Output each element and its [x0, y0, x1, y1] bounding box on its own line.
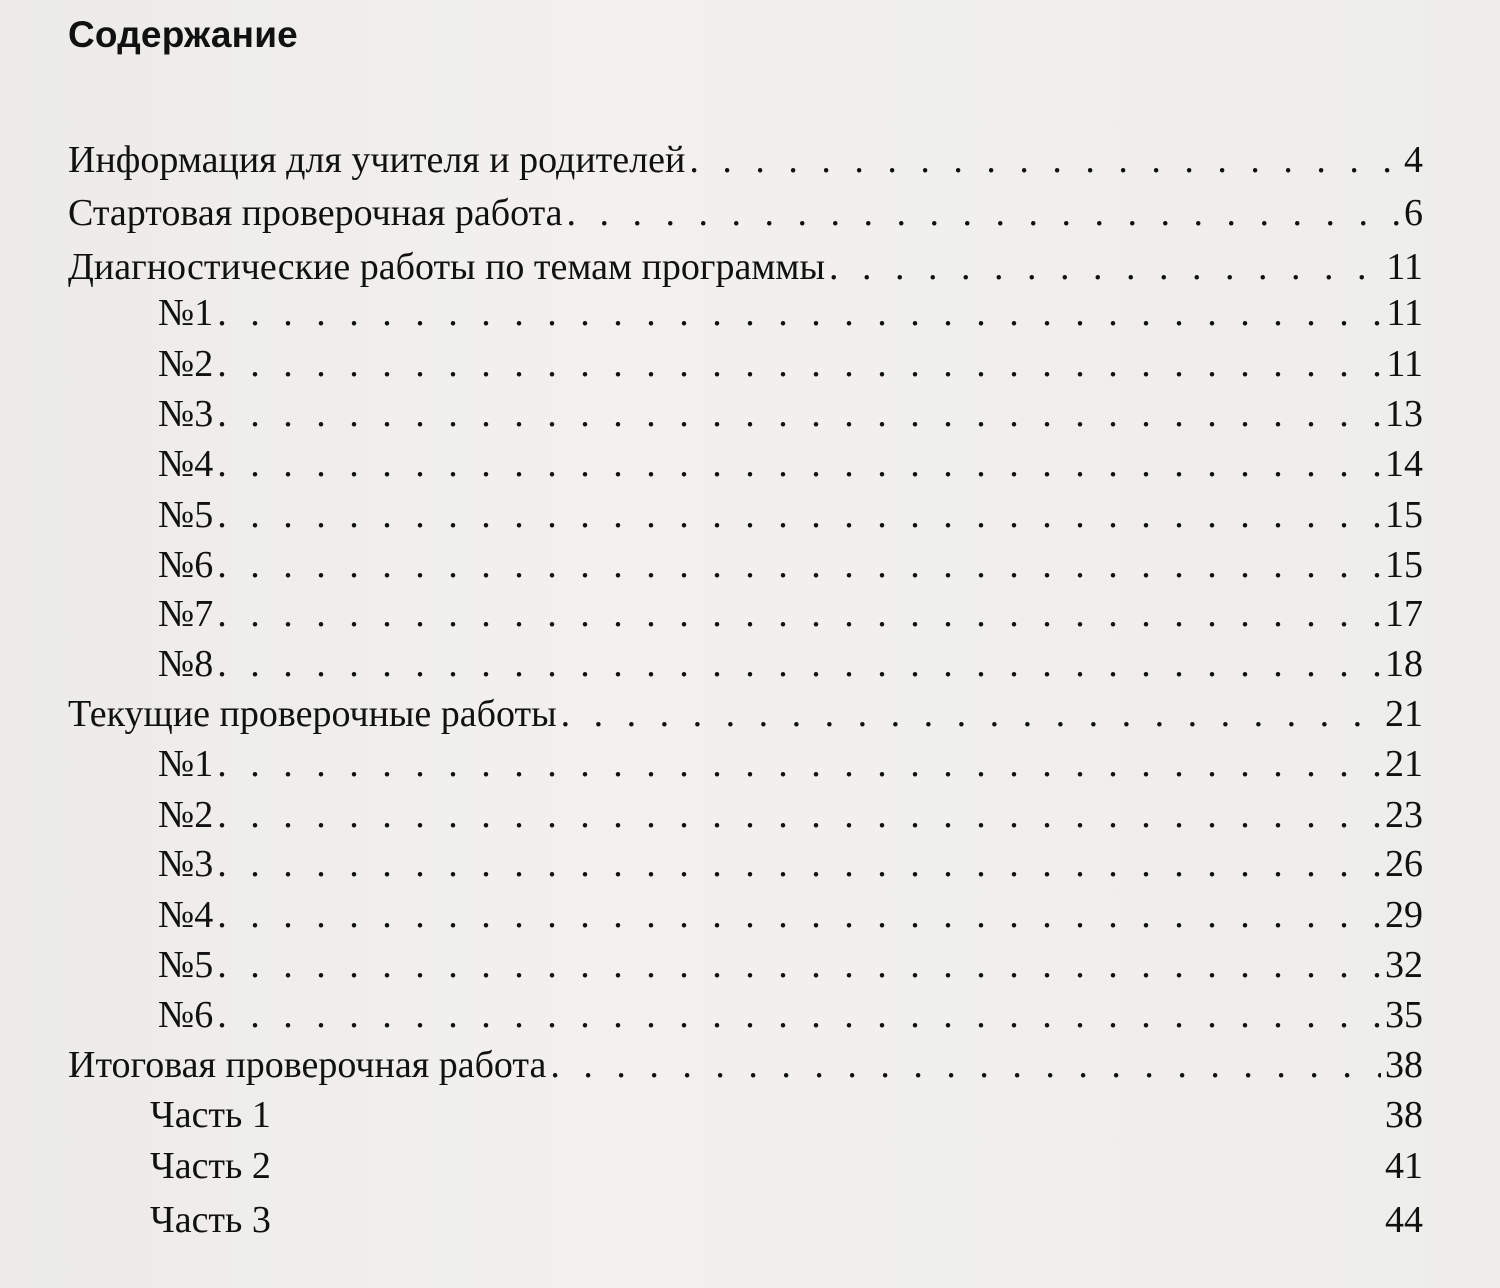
toc-entry-label: №1	[158, 743, 214, 785]
toc-entry-diagnostic-3[interactable]	[158, 388, 1423, 440]
toc-entry-current-5[interactable]	[158, 939, 1423, 991]
leader-dots	[217, 738, 1381, 790]
toc-entry-label: №2	[158, 343, 214, 385]
toc-page-number: 26	[1385, 843, 1423, 885]
toc-page-number: 18	[1385, 643, 1423, 685]
toc-entry-label: №8	[158, 643, 214, 685]
leader-dots	[567, 187, 1400, 239]
toc-entry-teacher-info[interactable]	[68, 134, 1423, 186]
toc-page-number: 14	[1385, 443, 1423, 485]
leader-dots	[217, 388, 1381, 440]
leader-dots	[217, 489, 1381, 541]
leader-dots	[217, 838, 1381, 890]
toc-page-number: 38	[1385, 1044, 1423, 1086]
toc-entry-diagnostic-1[interactable]	[158, 287, 1423, 339]
toc-entry-diagnostic-2[interactable]	[158, 338, 1423, 390]
toc-entry-current-3[interactable]	[158, 838, 1423, 890]
toc-page-number: 38	[1385, 1094, 1423, 1136]
toc-entry-label: Стартовая проверочная работа	[68, 192, 563, 234]
toc-entry-diagnostic-works[interactable]	[68, 241, 1423, 293]
toc-entry-label: Часть 1	[150, 1094, 271, 1136]
toc-page-number: 11	[1386, 343, 1423, 385]
leader-dots	[550, 1039, 1381, 1091]
toc-page-number: 44	[1385, 1199, 1423, 1241]
toc-page-number: 15	[1385, 494, 1423, 536]
toc-entry-diagnostic-7[interactable]	[158, 588, 1423, 640]
toc-entry-diagnostic-8[interactable]	[158, 638, 1423, 690]
leader-dots	[217, 588, 1381, 640]
toc-page-number: 21	[1385, 693, 1423, 735]
toc-entry-label: №1	[158, 292, 214, 334]
leader-dots	[689, 134, 1400, 186]
toc-entry-start-test[interactable]	[68, 187, 1423, 239]
toc-entry-label: Информация для учителя и родителей	[68, 139, 686, 181]
toc-entry-final-part-2[interactable]	[150, 1140, 1423, 1192]
toc-entry-diagnostic-4[interactable]	[158, 438, 1423, 490]
leader-dots	[217, 989, 1381, 1041]
toc-entry-final-test[interactable]	[68, 1039, 1423, 1091]
toc-entry-label: №3	[158, 393, 214, 435]
toc-page-number: 23	[1385, 794, 1423, 836]
toc-entry-label: Текущие проверочные работы	[68, 693, 557, 735]
toc-entry-final-part-3[interactable]	[150, 1194, 1423, 1246]
toc-entry-label: Диагностические работы по темам программы	[68, 246, 826, 288]
toc-entry-label: Часть 3	[150, 1199, 271, 1241]
toc-page-number: 6	[1404, 192, 1423, 234]
leader-dots	[561, 688, 1381, 740]
leader-dots	[217, 338, 1382, 390]
toc-entry-label: №5	[158, 494, 214, 536]
toc-page-number: 32	[1385, 944, 1423, 986]
toc-page-number: 11	[1386, 246, 1423, 288]
toc-page-number: 4	[1404, 139, 1423, 181]
leader-dots	[217, 789, 1381, 841]
leader-dots	[217, 438, 1381, 490]
toc-entry-current-2[interactable]	[158, 789, 1423, 841]
toc-entry-label: №6	[158, 994, 214, 1036]
toc-page-number: 13	[1385, 393, 1423, 435]
toc-page-number: 35	[1385, 994, 1423, 1036]
leader-dots	[829, 241, 1382, 293]
toc-page-number: 41	[1385, 1145, 1423, 1187]
toc-entry-diagnostic-6[interactable]	[158, 539, 1423, 591]
toc-entry-current-1[interactable]	[158, 738, 1423, 790]
toc-entry-final-part-1[interactable]	[150, 1089, 1423, 1141]
toc-entry-label: №5	[158, 944, 214, 986]
leader-dots	[217, 539, 1381, 591]
toc-entry-current-4[interactable]	[158, 889, 1423, 941]
toc-page-number: 11	[1386, 292, 1423, 334]
toc-entry-label: №4	[158, 894, 214, 936]
toc-heading: Содержание	[68, 14, 298, 55]
leader-dots	[217, 889, 1381, 941]
leader-dots	[217, 939, 1381, 991]
toc-entry-current-6[interactable]	[158, 989, 1423, 1041]
leader-dots	[217, 638, 1381, 690]
toc-page-number: 15	[1385, 544, 1423, 586]
toc-entry-label: Часть 2	[150, 1145, 271, 1187]
toc-page-number: 29	[1385, 894, 1423, 936]
toc-page-number: 17	[1385, 593, 1423, 635]
toc-entry-current-works[interactable]	[68, 688, 1423, 740]
toc-entry-label: №2	[158, 794, 214, 836]
toc-entry-label: №6	[158, 544, 214, 586]
toc-entry-label: №3	[158, 843, 214, 885]
toc-entry-label: №7	[158, 593, 214, 635]
leader-dots	[217, 287, 1382, 339]
toc-entry-diagnostic-5[interactable]	[158, 489, 1423, 541]
toc-page-number: 21	[1385, 743, 1423, 785]
toc-entry-label: №4	[158, 443, 214, 485]
toc-entry-label: Итоговая проверочная работа	[68, 1044, 547, 1086]
